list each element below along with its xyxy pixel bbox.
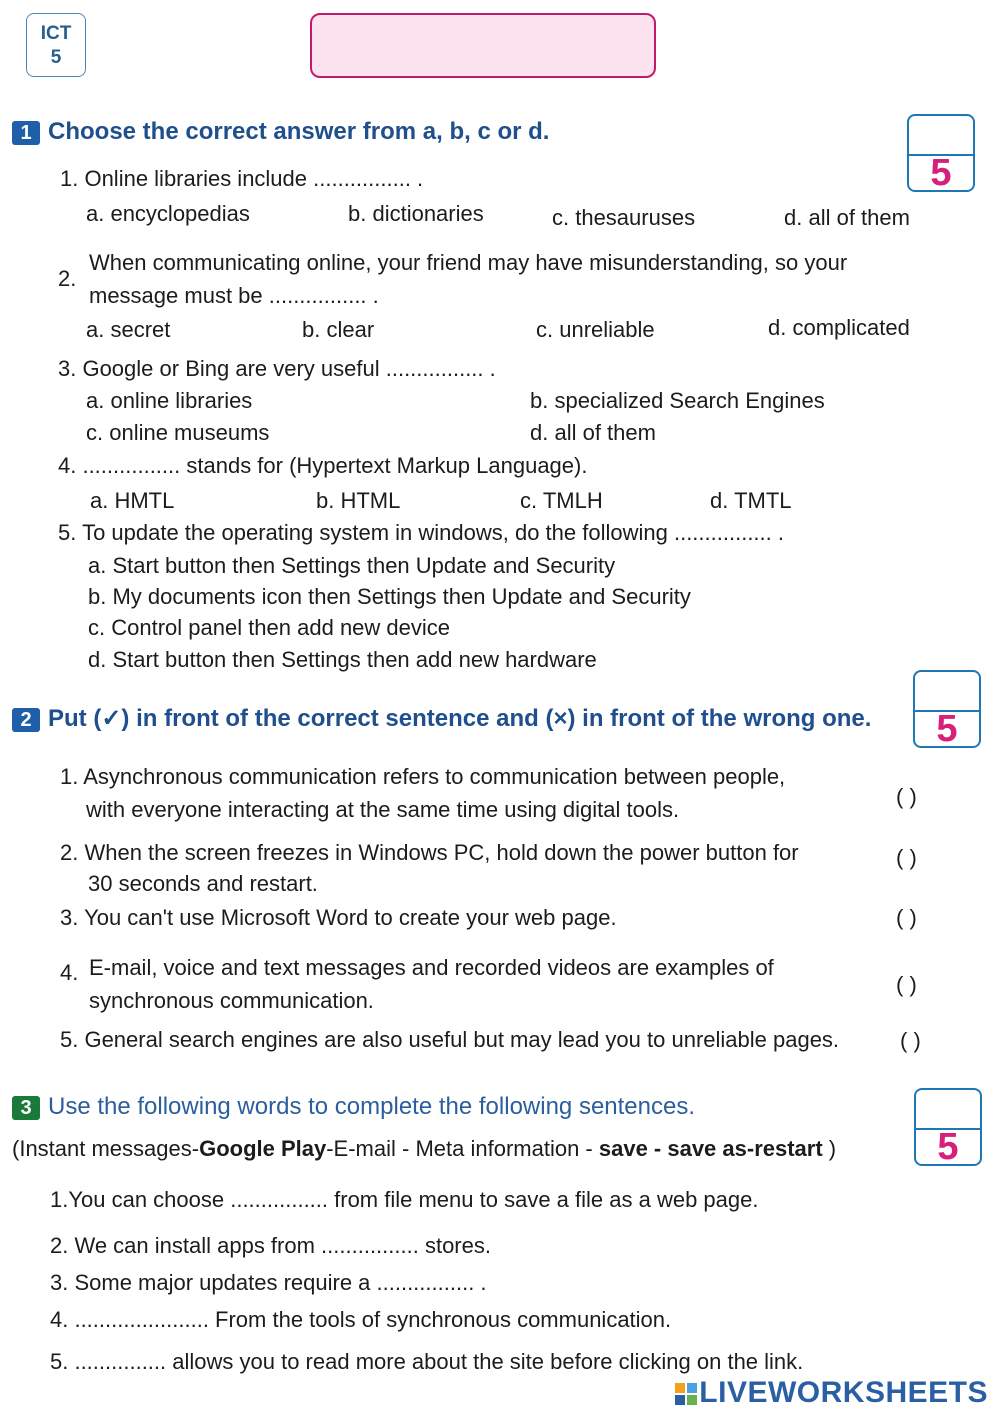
s3-sentence3: 3. Some major updates require a ................ . [50, 1270, 487, 1295]
subject-box [26, 13, 86, 77]
q2-option-a[interactable]: a. secret [86, 317, 171, 342]
s2-item1-line2: with everyone interacting at the same time using digital tools. [86, 797, 680, 822]
q3-text: 3. Google or Bing are very useful ................ . [58, 356, 496, 381]
s3-sentence1: 1.You can choose ................ from file menu to save a file as a web page. [50, 1187, 759, 1212]
q5-option-b[interactable]: b. My documents icon then Settings then Update and Security [88, 584, 691, 609]
q2-option-b[interactable]: b. clear [302, 317, 375, 342]
q1-option-a[interactable]: a. encyclopedias [86, 201, 250, 226]
section2-score-box [913, 670, 981, 748]
s2-item2-line2: 30 seconds and restart. [88, 871, 318, 896]
q2-number: 2. [58, 266, 77, 291]
s2-item4-line2: synchronous communication. [89, 988, 374, 1013]
s2-item1-line1: 1. Asynchronous communication refers to communication between people, [60, 764, 786, 789]
q4-text: 4. ................ stands for (Hypertext Markup Language). [58, 453, 588, 478]
subject-label: ICT [40, 23, 72, 44]
q1-option-c[interactable]: c. thesauruses [552, 205, 696, 230]
grade-label: 5 [50, 47, 62, 68]
q4-option-d[interactable]: d. TMTL [710, 488, 792, 513]
student-name-box[interactable] [310, 13, 656, 78]
q2-option-c[interactable]: c. unreliable [536, 317, 655, 342]
s2-item1-answer[interactable]: ( ) [896, 784, 917, 809]
q2-line1: When communicating online, your friend may have misunderstanding, so your [89, 250, 848, 275]
q4-option-a[interactable]: a. HMTL [90, 488, 175, 513]
section2-title: Put (✓) in front of the correct sentence and (×) in front of the wrong one. [48, 705, 872, 732]
section3-title: Use the following words to complete the following sentences. [48, 1093, 696, 1120]
section3-number: 3 [12, 1096, 40, 1120]
liveworksheets-logo [675, 1376, 988, 1410]
s2-item4-number: 4. [60, 960, 79, 985]
section1-number: 1 [12, 121, 40, 145]
word-bank-close: ) [822, 1136, 837, 1161]
section2-heading [12, 704, 871, 733]
q1-option-b[interactable]: b. dictionaries [348, 201, 484, 226]
s2-item2-line1: 2. When the screen freezes in Windows PC, hold down the power button for [60, 840, 799, 865]
s2-item5-answer[interactable]: ( ) [900, 1028, 921, 1053]
word-bank-email: -E-mail [326, 1136, 396, 1161]
q5-option-a[interactable]: a. Start button then Settings then Update and Security [88, 553, 616, 578]
q5-option-d[interactable]: d. Start button then Settings then add new hardware [88, 647, 597, 672]
word-bank-open: (Instant messages- [12, 1136, 200, 1161]
s2-item5-line1: 5. General search engines are also useful but may lead you to unreliable pages. [60, 1027, 840, 1052]
section2-score: 5 [936, 708, 958, 750]
q4-option-b[interactable]: b. HTML [316, 488, 401, 513]
s2-item3-answer[interactable]: ( ) [896, 905, 917, 930]
word-bank-meta: - Meta information - [395, 1136, 599, 1161]
section3-score: 5 [937, 1126, 959, 1168]
liveworksheets-brand: LIVEWORKSHEETS [699, 1376, 988, 1409]
section2-number: 2 [12, 708, 40, 732]
s3-sentence5: 5. ............... allows you to read more about the site before clicking on the link. [50, 1349, 804, 1374]
liveworksheets-icon [675, 1383, 697, 1405]
word-bank-google-play: Google Play [199, 1136, 327, 1161]
section3-score-box [914, 1088, 982, 1166]
q3-option-d[interactable]: d. all of them [530, 420, 656, 445]
s3-sentence4: 4. ...................... From the tools of synchronous communication. [50, 1307, 672, 1332]
section1-title: Choose the correct answer from a, b, c or d. [48, 118, 550, 145]
s2-item4-answer[interactable]: ( ) [896, 972, 917, 997]
q3-option-c[interactable]: c. online museums [86, 420, 270, 445]
q3-option-a[interactable]: a. online libraries [86, 388, 253, 413]
s3-sentence2: 2. We can install apps from ................ stores. [50, 1233, 491, 1258]
word-bank-save: save - save as-restart [598, 1136, 823, 1161]
s2-item2-answer[interactable]: ( ) [896, 845, 917, 870]
section1-score: 5 [930, 152, 952, 194]
q5-option-c[interactable]: c. Control panel then add new device [88, 615, 451, 640]
word-bank [12, 1136, 836, 1162]
s2-item4-line1: E-mail, voice and text messages and recorded videos are examples of [89, 955, 774, 980]
section1-heading [12, 118, 549, 146]
s2-item3-line1: 3. You can't use Microsoft Word to create your web page. [60, 905, 617, 930]
section1-score-box [907, 114, 975, 192]
q2-option-d[interactable]: d. complicated [768, 315, 910, 340]
q3-option-b[interactable]: b. specialized Search Engines [530, 388, 825, 413]
q1-text: 1. Online libraries include ................ . [60, 166, 424, 191]
q4-option-c[interactable]: c. TMLH [520, 488, 603, 513]
q5-text: 5. To update the operating system in windows, do the following ................ . [58, 520, 784, 545]
q2-line2: message must be ................ . [89, 283, 379, 308]
section3-heading [12, 1093, 695, 1121]
q1-option-d[interactable]: d. all of them [784, 205, 910, 230]
